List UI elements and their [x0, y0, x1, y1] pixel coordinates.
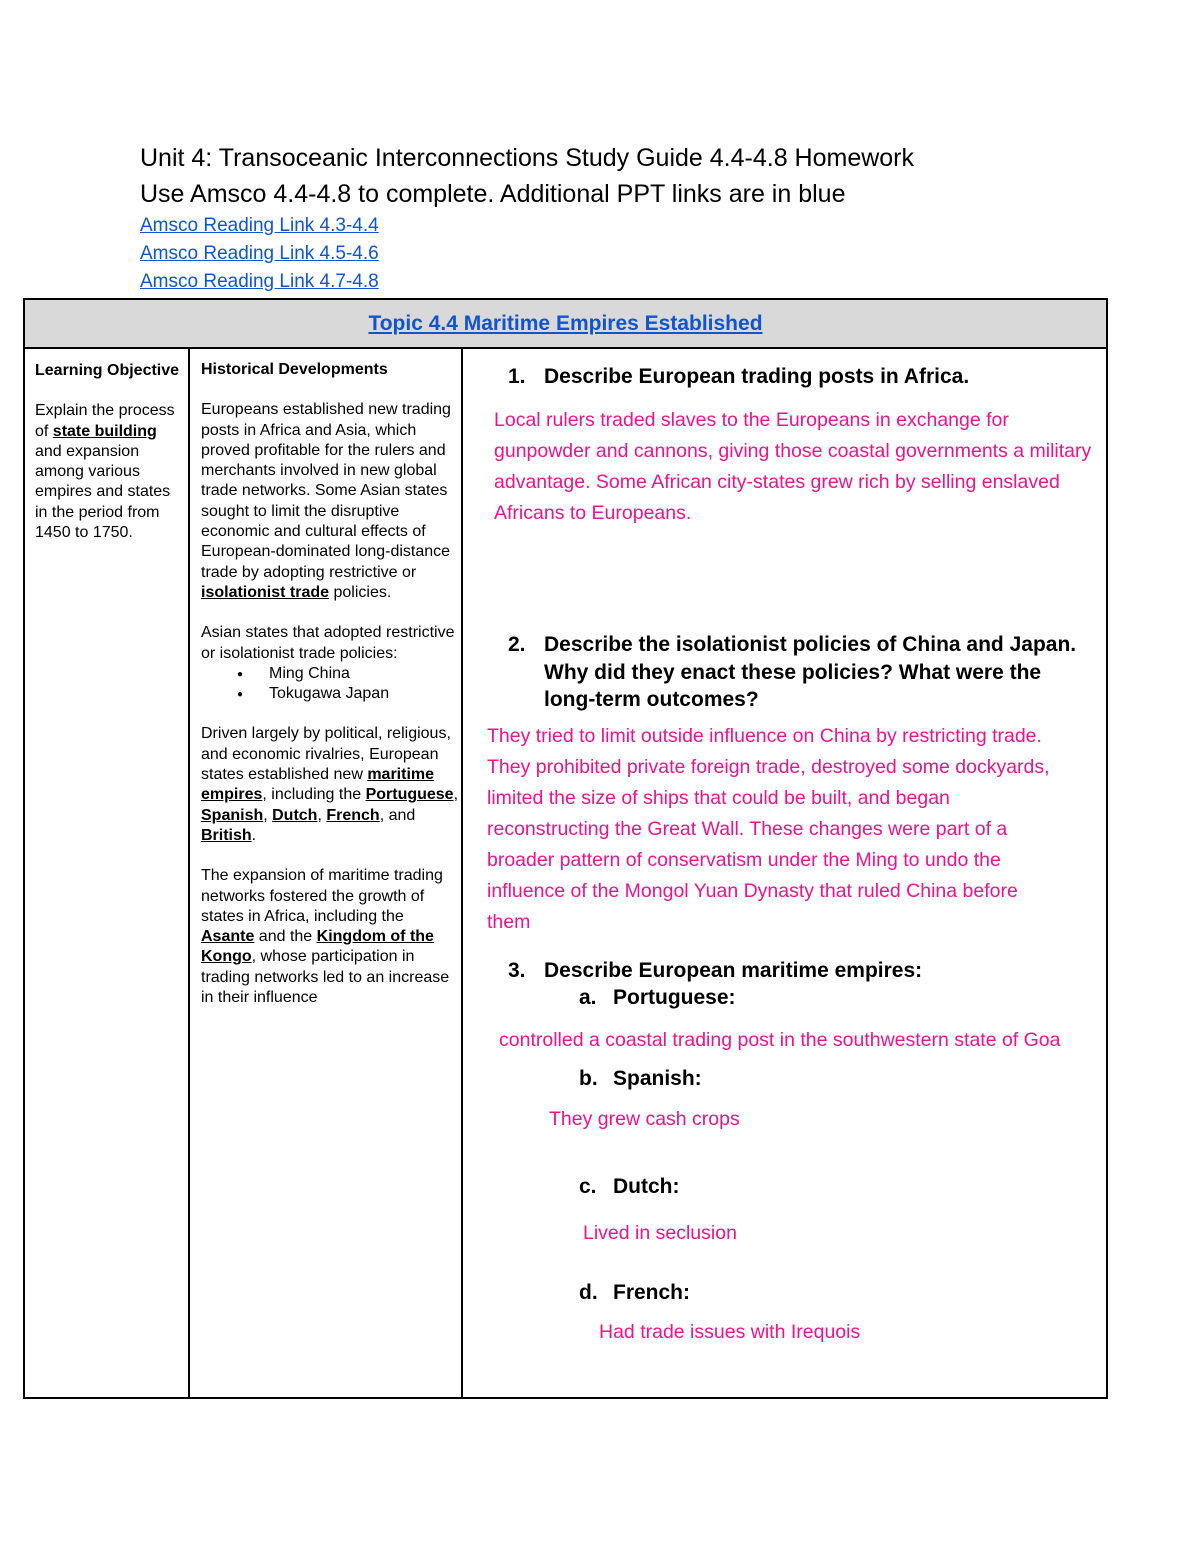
answer-1: Local rulers traded slaves to the Europeans in exchange for gunpowder and cannons, giving those coastal governments a military advantage. Some African city-states grew rich by selling enslaved Africans to Europeans.: [494, 409, 1092, 524]
question-3b: b. Spanish:: [579, 1067, 702, 1090]
paragraph-asian-states: Asian states that adopted restrictive or isolationist trade policies:: [201, 624, 455, 662]
question-2: 2. Describe the isolationist policies of China and Japan. Why did they enact these policies? What were the long-term outcomes?: [508, 633, 1077, 711]
question-3d: d. French:: [579, 1281, 691, 1304]
question-1: 1. Describe European trading posts in Africa.: [508, 365, 970, 388]
question-3c: c. Dutch:: [579, 1175, 680, 1198]
paragraph-african-states: The expansion of maritime trading networks fostered the growth of states in Africa, including the Asante and the Kingdom of the Kongo, whose participation in trading networks led to an increase in their influence: [201, 867, 450, 1007]
study-guide-table: [23, 298, 1108, 1399]
historical-developments-column: [190, 349, 463, 1397]
document-header: [140, 140, 914, 296]
paragraph-trading-posts: Europeans established new trading posts in Africa and Asia, which proved profitable for the rulers and merchants involved in new global trade networks. Some Asian states sought to limit the disruptive economic and cultural effects of European-dominated long-distance trade by adopting restrictive or isolationist trade policies.: [201, 401, 451, 601]
answer-3d: Had trade issues with Irequois: [599, 1321, 861, 1343]
learning-objective-text: Explain the process of state building and expansion among various empires and states in the period from 1450 to 1750.: [35, 402, 175, 542]
answer-3a: controlled a coastal trading post in the southwestern state of Goa: [499, 1029, 1061, 1051]
answer-3c: Lived in seclusion: [583, 1222, 737, 1244]
reading-link-3[interactable]: Amsco Reading Link 4.7-4.8: [140, 271, 379, 292]
page-subtitle: Use Amsco 4.4-4.8 to complete. Additional PPT links are in blue: [140, 180, 846, 208]
page-title: Unit 4: Transoceanic Interconnections Study Guide 4.4-4.8 Homework: [140, 144, 915, 172]
historical-developments-title: Historical Developments: [201, 361, 388, 378]
answer-2: They tried to limit outside influence on China by restricting trade. They prohibited private foreign trade, destroyed some dockyards, limited the size of ships that could be built, and began reconstructing the Great Wall. These changes were part of a broader pattern of conservatism under the Ming to undo the influence of the Mongol Yuan Dynasty that ruled China before them: [487, 725, 1050, 933]
topic-heading-link[interactable]: Topic 4.4 Maritime Empires Established: [368, 311, 763, 335]
answer-3b: They grew cash crops: [549, 1108, 740, 1130]
question-3: 3. Describe European maritime empires:: [508, 959, 923, 982]
learning-objective-title: Learning Objective: [35, 362, 180, 379]
learning-objective-column: [25, 349, 190, 1397]
list-item: ● Tokugawa Japan: [201, 684, 459, 704]
table-heading-row: [25, 300, 1106, 349]
list-item: ● Ming China: [201, 664, 459, 684]
question-3a: a. Portuguese:: [579, 986, 736, 1009]
reading-link-2[interactable]: Amsco Reading Link 4.5-4.6: [140, 243, 379, 264]
paragraph-maritime-empires: Driven largely by political, religious, and economic rivalries, European states established new maritime empires, including the Portuguese, Spanish, Dutch, French, and British.: [201, 725, 459, 844]
questions-column: [463, 349, 1106, 1397]
reading-link-1[interactable]: Amsco Reading Link 4.3-4.4: [140, 215, 379, 236]
